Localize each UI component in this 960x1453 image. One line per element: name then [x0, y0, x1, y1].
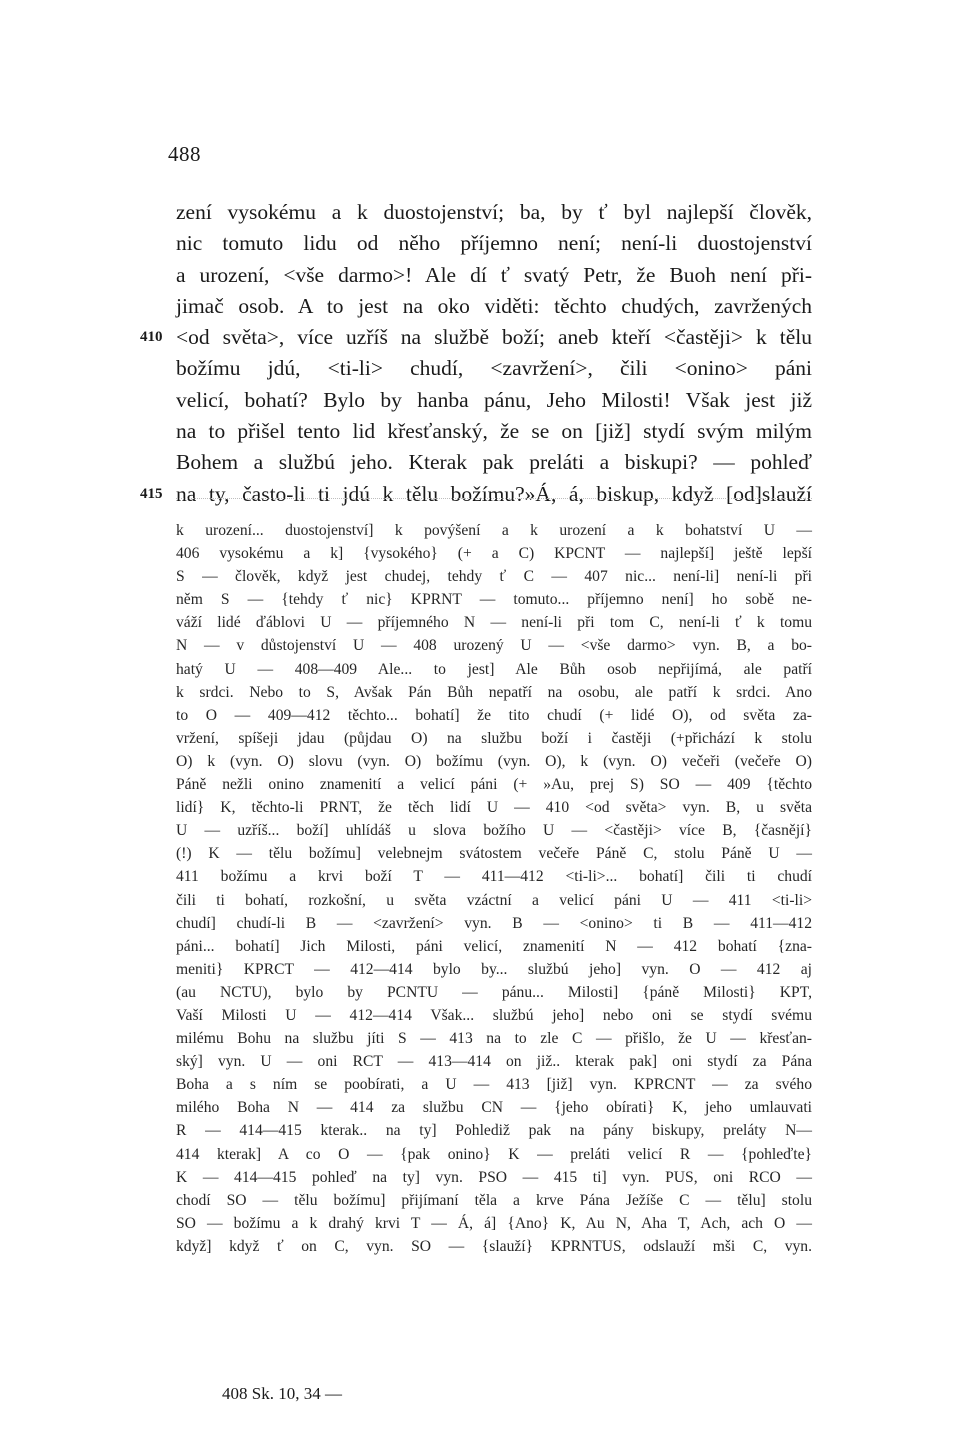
main-text-content: na to přišel tento lid křesťanský, že se on [již] stydí svým milým — [176, 419, 812, 444]
main-text-line — [176, 385, 812, 416]
apparatus-line: (!) K — tělu božímu] velebnejm svátostem večeře Páně C, stolu Páně U — — [176, 845, 812, 863]
apparatus-line: 406 vysokému a k] {vysokého} (+ a C) KPCNT — najlepší] ještě lepší — [176, 545, 812, 563]
apparatus-line: 414 kterak] A co O — {pak onino} K — preláti velicí R — {pohleďte} — [176, 1145, 812, 1163]
apparatus-line: k urození... duostojenství] k povýšení a k urození a k bohatství U — — [176, 522, 812, 539]
main-text-content: zení vysokému a k duostojenství; ba, by ť byl najlepší člověk, — [176, 200, 812, 224]
apparatus-line: (au NCTU), bylo by PCNTU — pánu... Milosti] {páně Milosti} KPT, — [176, 983, 812, 1001]
footnote: 408 Sk. 10, 34 — — [222, 1384, 342, 1403]
apparatus-line: vržení, spíšeji jdau (půjdau O) na službu boží i častěji (+přichází k stolu — [176, 729, 812, 747]
apparatus-line: R — 414—415 kterak.. na ty] Pohlediž pak na pány biskupy, preláty N— — [176, 1122, 812, 1140]
line-number: 410 — [140, 329, 163, 346]
main-text-line — [176, 353, 812, 384]
apparatus-line: meniti} KPRCT — 412—414 bylo by... službú jeho] vyn. O — 412 aj — [176, 960, 812, 978]
main-text-line — [176, 197, 812, 228]
apparatus-line: U — uzříš... boží] uhlídáš u slova božího U — <častěji> více B, {časnějí} — [176, 822, 812, 840]
apparatus-line: Páně nežli onino znamenití a velicí páni (+ »Au, prej S) SO — 409 {těchto — [176, 776, 812, 794]
apparatus-line: Boha a s ním se poobírati, a U — 413 [již] vyn. KPRCNT — za svého — [176, 1076, 812, 1094]
critical-apparatus — [176, 519, 812, 1258]
apparatus-line: lidí} K, těchto-li PRNT, že těch lidí U — 410 <od světa> vyn. B, u světa — [176, 799, 812, 817]
line-number: 415 — [140, 485, 163, 502]
apparatus-line: chudí] chudí-li B — <zavržení> vyn. B — <onino> ti B — 411—412 — [176, 914, 812, 932]
apparatus-line: ský] vyn. U — oni RCT — 413—414 on již.. kterak pak] oni stydí za Pána — [176, 1053, 812, 1071]
main-text-line — [176, 228, 812, 259]
apparatus-line: váží lidé ďáblovi U — příjemného N — není-li při tom C, není-li ť k tomu — [176, 614, 812, 632]
page-number: 488 — [168, 142, 201, 166]
main-text-line — [140, 322, 812, 353]
separator-rule — [176, 498, 812, 499]
apparatus-line: hatý U — 408—409 Ale... to jest] Ale Bůh osob nepřijímá, ale patří — [176, 660, 812, 678]
main-text-content: a urození, <vše darmo>! Ale dí ť svatý Petr, že Buoh není při- — [176, 262, 812, 287]
main-text-content: Bohem a službú jeho. Kterak pak preláti a biskupi? — pohleď — [176, 450, 812, 475]
apparatus-line: O) k (vyn. O) slovu (vyn. O) božímu (vyn. O), k (vyn. O) večeři (večeře O) — [176, 752, 812, 770]
main-text-content: nic tomuto lidu od něho příjemno není; není-li duostojenství — [176, 231, 812, 256]
apparatus-line: chodí SO — tělu božímu] přijímaní těla a krve Pána Ježíše C — tělu] stolu — [176, 1191, 812, 1209]
main-text-content: božímu jdú, <ti-li> chudí, <zavržení>, čili <onino> páni — [176, 356, 812, 381]
apparatus-line: když] když ť on C, vyn. SO — {slauží} KPRNTUS, odslauží mši C, vyn. — [176, 1237, 812, 1255]
main-text-line — [176, 260, 812, 291]
apparatus-line: to O — 409—412 těchto... bohatí] že tito chudí (+ lidé O), od světa za- — [176, 706, 812, 724]
main-text — [140, 197, 812, 510]
apparatus-line: milého Boha N — 414 za službu CN — {jeho obírati} K, jeho umlauvati — [176, 1099, 812, 1117]
apparatus-line: 411 božímu a krvi boží T — 411—412 <ti-li>... bohatí] čili ti chudí — [176, 868, 812, 886]
apparatus-line: něm S — {tehdy ť nic} KPRNT — tomuto... příjemno není] ho sobě ne- — [176, 591, 812, 609]
apparatus-line: SO — božímu a k drahý krvi T — Á, á] {Ano} K, Au N, Aha T, Ach, ach O — — [176, 1214, 812, 1232]
apparatus-line: čili ti bohatí, rozkošní, u světa vzáctní a velicí páni U — 411 <ti-li> — [176, 891, 812, 909]
apparatus-line: S — člověk, když jest chudej, tehdy ť C — 407 nic... není-li] není-li při — [176, 568, 812, 586]
apparatus-line: milému Bohu na službu jíti S — 413 na to zle C — přišlo, že U — křesťan- — [176, 1030, 812, 1048]
apparatus-line: páni... bohatí] Jich Milosti, páni velicí, znamenití N — 412 bohatí {zna- — [176, 937, 812, 955]
main-text-content: na ty, často-li ti jdú k tělu božímu?»Á, á, biskup, když [od]slauží — [176, 481, 812, 506]
main-text-line — [176, 447, 812, 478]
apparatus-line: Vaší Milosti U — 412—414 Však... službú jeho] nebo oni se stydí svému — [176, 1006, 812, 1024]
apparatus-line: K — 414—415 pohleď na ty] vyn. PSO — 415 ti] vyn. PUS, oni RCO — — [176, 1168, 812, 1186]
apparatus-line: N — v důstojenství U — 408 urozený U — <vše darmo> vyn. B, a bo- — [176, 637, 812, 655]
main-text-content: jimač osob. A to jest na oko viděti: těchto chudých, zavržených — [176, 293, 812, 318]
main-text-line — [176, 291, 812, 322]
main-text-line — [140, 479, 812, 510]
apparatus-line: k srdci. Nebo to S, Avšak Pán Bůh nepatří na osobu, ale patří k srdci. Ano — [176, 683, 812, 701]
main-text-content: velicí, bohatí? Bylo by hanba pánu, Jeho Milosti! Však jest již — [176, 387, 812, 412]
main-text-line — [176, 416, 812, 447]
main-text-content: <od světa>, více uzříš na službě boží; aneb kteří <častěji> k tělu — [176, 325, 812, 350]
